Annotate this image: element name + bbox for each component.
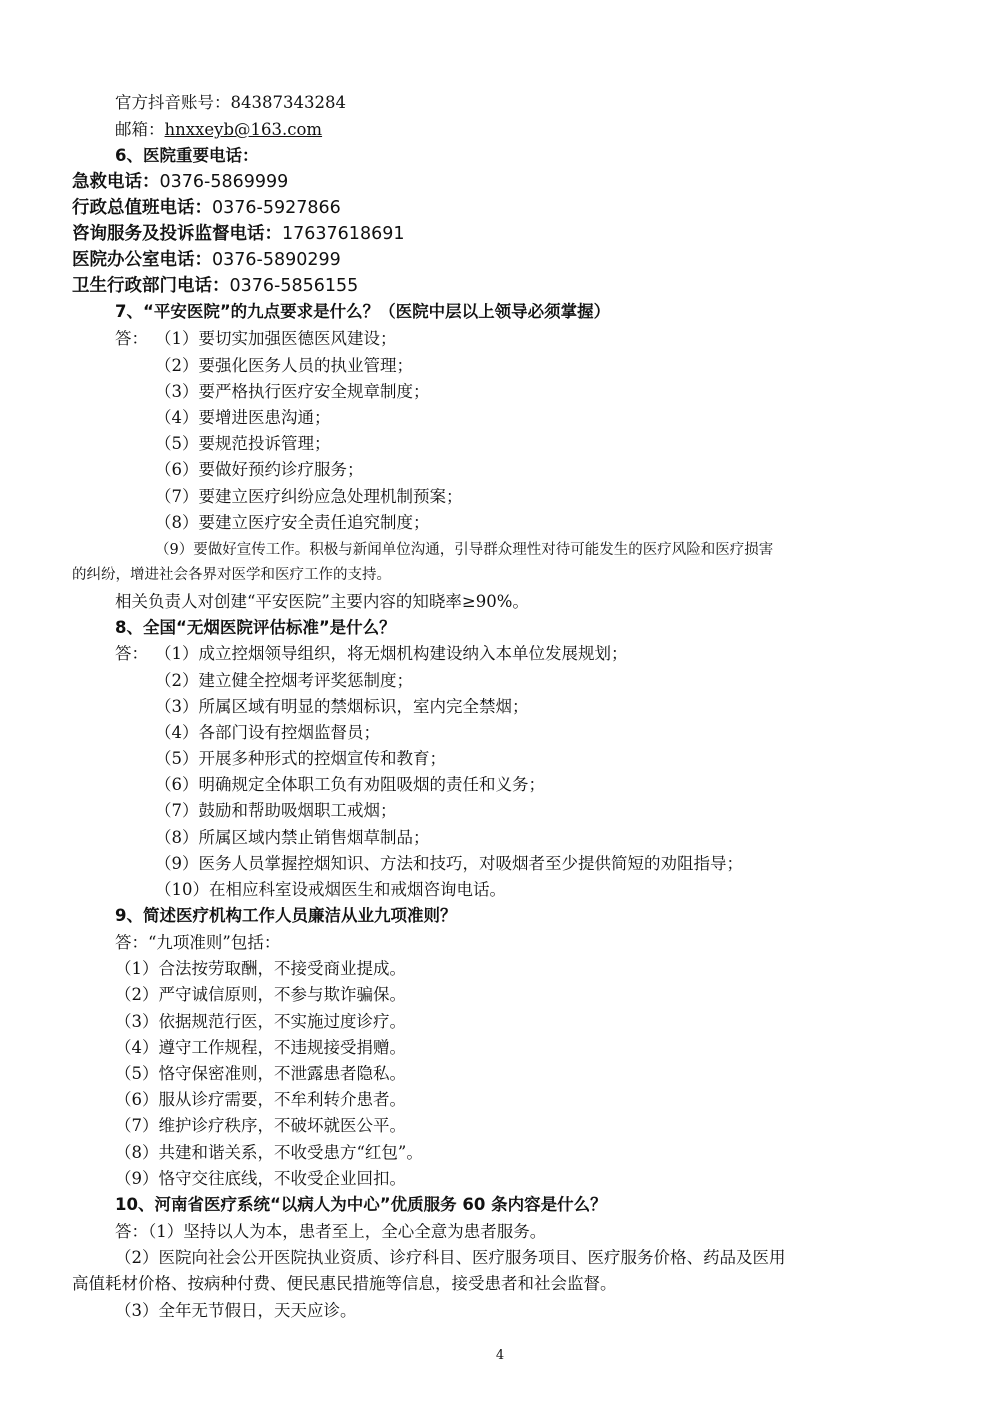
list-item: （2）建立健全控烟考评奖惩制度； bbox=[155, 671, 413, 690]
email-link[interactable]: hnxxeyb@163.com bbox=[164, 120, 323, 139]
list-item: 答：（1）坚持以人为本，患者至上，全心全意为患者服务。 bbox=[115, 1222, 547, 1241]
list-item: （4）各部门设有控烟监督员； bbox=[155, 723, 380, 742]
list-item: （1）合法按劳取酬，不接受商业提成。 bbox=[115, 959, 406, 978]
phone-office bbox=[72, 249, 341, 271]
phone-admin-duty bbox=[72, 197, 341, 219]
section7-answer-prefix: 答： bbox=[115, 329, 148, 348]
phone-label: 卫生行政部门电话： bbox=[72, 276, 230, 296]
phone-label: 医院办公室电话： bbox=[72, 250, 212, 270]
list-item: （6）服从诊疗需要，不牟利转介患者。 bbox=[115, 1090, 406, 1109]
list-item: （2）医院向社会公开医院执业资质、诊疗科目、医疗服务项目、医疗服务价格、药品及医用 bbox=[115, 1248, 786, 1267]
list-item: （5）要规范投诉管理； bbox=[155, 434, 331, 453]
list-item: （1）成立控烟领导组织，将无烟机构建设纳入本单位发展规划； bbox=[155, 644, 628, 663]
list-item: （6）明确规定全体职工负有劝阻吸烟的责任和义务； bbox=[155, 775, 545, 794]
list-item: （4）遵守工作规程，不违规接受捐赠。 bbox=[115, 1038, 406, 1057]
phone-number: 0376-5869999 bbox=[159, 172, 289, 192]
section10-heading: 10、河南省医疗系统“以病人为中心”优质服务 60 条内容是什么？ bbox=[115, 1195, 607, 1214]
list-item: （2）严守诚信原则，不参与欺诈骗保。 bbox=[115, 985, 406, 1004]
list-item: （3）全年无节假日，天天应诊。 bbox=[115, 1301, 357, 1320]
section7-note: 相关负责人对创建“平安医院”主要内容的知晓率≥90%。 bbox=[115, 592, 529, 611]
list-item: （7）要建立医疗纠纷应急处理机制预案； bbox=[155, 487, 463, 506]
list-item-continued: 的纠纷，增进社会各界对医学和医疗工作的支持。 bbox=[72, 567, 391, 583]
phone-emergency bbox=[72, 171, 288, 193]
list-item: （3）依据规范行医，不实施过度诊疗。 bbox=[115, 1012, 406, 1031]
list-item: （9）要做好宣传工作。积极与新闻单位沟通，引导群众理性对待可能发生的医疗风险和医疗损害 bbox=[155, 542, 774, 558]
page-number: 4 bbox=[495, 1348, 505, 1363]
phone-number: 0376-5890299 bbox=[212, 250, 341, 270]
phone-label: 急救电话： bbox=[72, 172, 160, 192]
list-item: （5）开展多种形式的控烟宣传和教育； bbox=[155, 749, 446, 768]
section8-heading: 8、全国“无烟医院评估标准”是什么？ bbox=[115, 618, 396, 637]
phone-complaint bbox=[72, 223, 404, 245]
phone-label: 行政总值班电话： bbox=[72, 198, 212, 218]
list-item: （1）要切实加强医德医风建设； bbox=[155, 329, 397, 348]
list-item: （7）鼓励和帮助吸烟职工戒烟； bbox=[155, 801, 397, 820]
list-item: （8）共建和谐关系，不收受患方“红包”。 bbox=[115, 1143, 423, 1162]
list-item-continued: 高值耗材价格、按病种付费、便民惠民措施等信息，接受患者和社会监督。 bbox=[72, 1274, 617, 1293]
list-item: （2）要强化医务人员的执业管理； bbox=[155, 356, 413, 375]
section8-answer-prefix: 答： bbox=[115, 644, 148, 663]
email-label: 邮箱： bbox=[115, 120, 165, 139]
phone-number: 0376-5856155 bbox=[229, 276, 359, 296]
list-item: （10）在相应科室设戒烟医生和戒烟咨询电话。 bbox=[155, 880, 506, 899]
list-item: （6）要做好预约诊疗服务； bbox=[155, 460, 364, 479]
list-item: （8）所属区域内禁止销售烟草制品； bbox=[155, 828, 430, 847]
list-item: （7）维护诊疗秩序，不破坏就医公平。 bbox=[115, 1116, 406, 1135]
list-item: （9）恪守交往底线，不收受企业回扣。 bbox=[115, 1169, 406, 1188]
phone-number: 17637618691 bbox=[282, 224, 405, 244]
email-line bbox=[115, 119, 322, 141]
list-item: （8）要建立医疗安全责任追究制度； bbox=[155, 513, 430, 532]
list-item: （9）医务人员掌握控烟知识、方法和技巧，对吸烟者至少提供简短的劝阻指导； bbox=[155, 854, 743, 873]
phone-health-dept bbox=[72, 275, 358, 297]
list-item: （3）要严格执行医疗安全规章制度； bbox=[155, 382, 430, 401]
list-item: （5）恪守保密准则，不泄露患者隐私。 bbox=[115, 1064, 406, 1083]
list-item: （4）要增进医患沟通； bbox=[155, 408, 331, 427]
phone-number: 0376-5927866 bbox=[212, 198, 341, 218]
section6-heading: 6、医院重要电话： bbox=[115, 146, 259, 165]
douyin-account: 官方抖音账号：84387343284 bbox=[115, 93, 346, 112]
section7-heading: 7、“平安医院”的九点要求是什么？（医院中层以上领导必须掌握） bbox=[115, 302, 611, 321]
phone-label: 咨询服务及投诉监督电话： bbox=[72, 224, 282, 244]
section9-heading: 9、简述医疗机构工作人员廉洁从业九项准则？ bbox=[115, 906, 457, 925]
section9-intro: 答：“九项准则”包括： bbox=[115, 933, 281, 952]
list-item: （3）所属区域有明显的禁烟标识，室内完全禁烟； bbox=[155, 697, 529, 716]
